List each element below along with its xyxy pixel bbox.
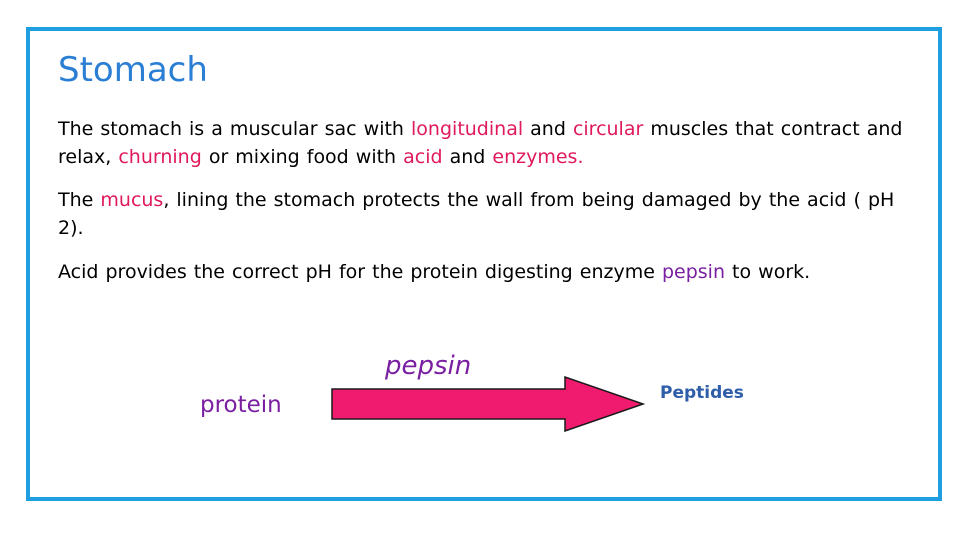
paragraph-muscles	[58, 115, 918, 171]
flow-product-label: Peptides	[660, 383, 744, 403]
paragraph-text: The	[58, 189, 101, 211]
keyword-enzymes: enzymes.	[492, 146, 584, 168]
keyword-churning: churning	[118, 146, 202, 168]
paragraph-text: and	[442, 146, 493, 168]
arrow-shape	[332, 377, 643, 431]
keyword-pepsin: pepsin	[661, 261, 725, 283]
paragraph-text: The stomach is a muscular sac with	[58, 118, 412, 140]
paragraph-text: and	[523, 118, 573, 140]
paragraph-text: Acid provides the correct pH for the protein digesting enzyme	[58, 261, 662, 283]
right-arrow-icon	[331, 376, 645, 432]
paragraph-mucus	[58, 186, 918, 242]
flow-enzyme-label: pepsin	[385, 351, 472, 381]
keyword-circular: circular	[572, 118, 644, 140]
keyword-longitudinal: longitudinal	[411, 118, 524, 140]
paragraph-text: , lining the stomach protects the wall from being damaged by the acid ( pH 2).	[58, 189, 895, 239]
flow-substrate-label: protein	[200, 392, 282, 418]
keyword-acid: acid	[403, 146, 443, 168]
paragraph-acid-ph	[58, 258, 918, 286]
paragraph-text: muscles that contract and relax,	[58, 118, 903, 168]
paragraph-text: or mixing food with	[201, 146, 404, 168]
keyword-mucus: mucus	[100, 189, 164, 211]
paragraph-text: to work.	[725, 261, 811, 283]
slide-title: Stomach	[58, 50, 208, 90]
